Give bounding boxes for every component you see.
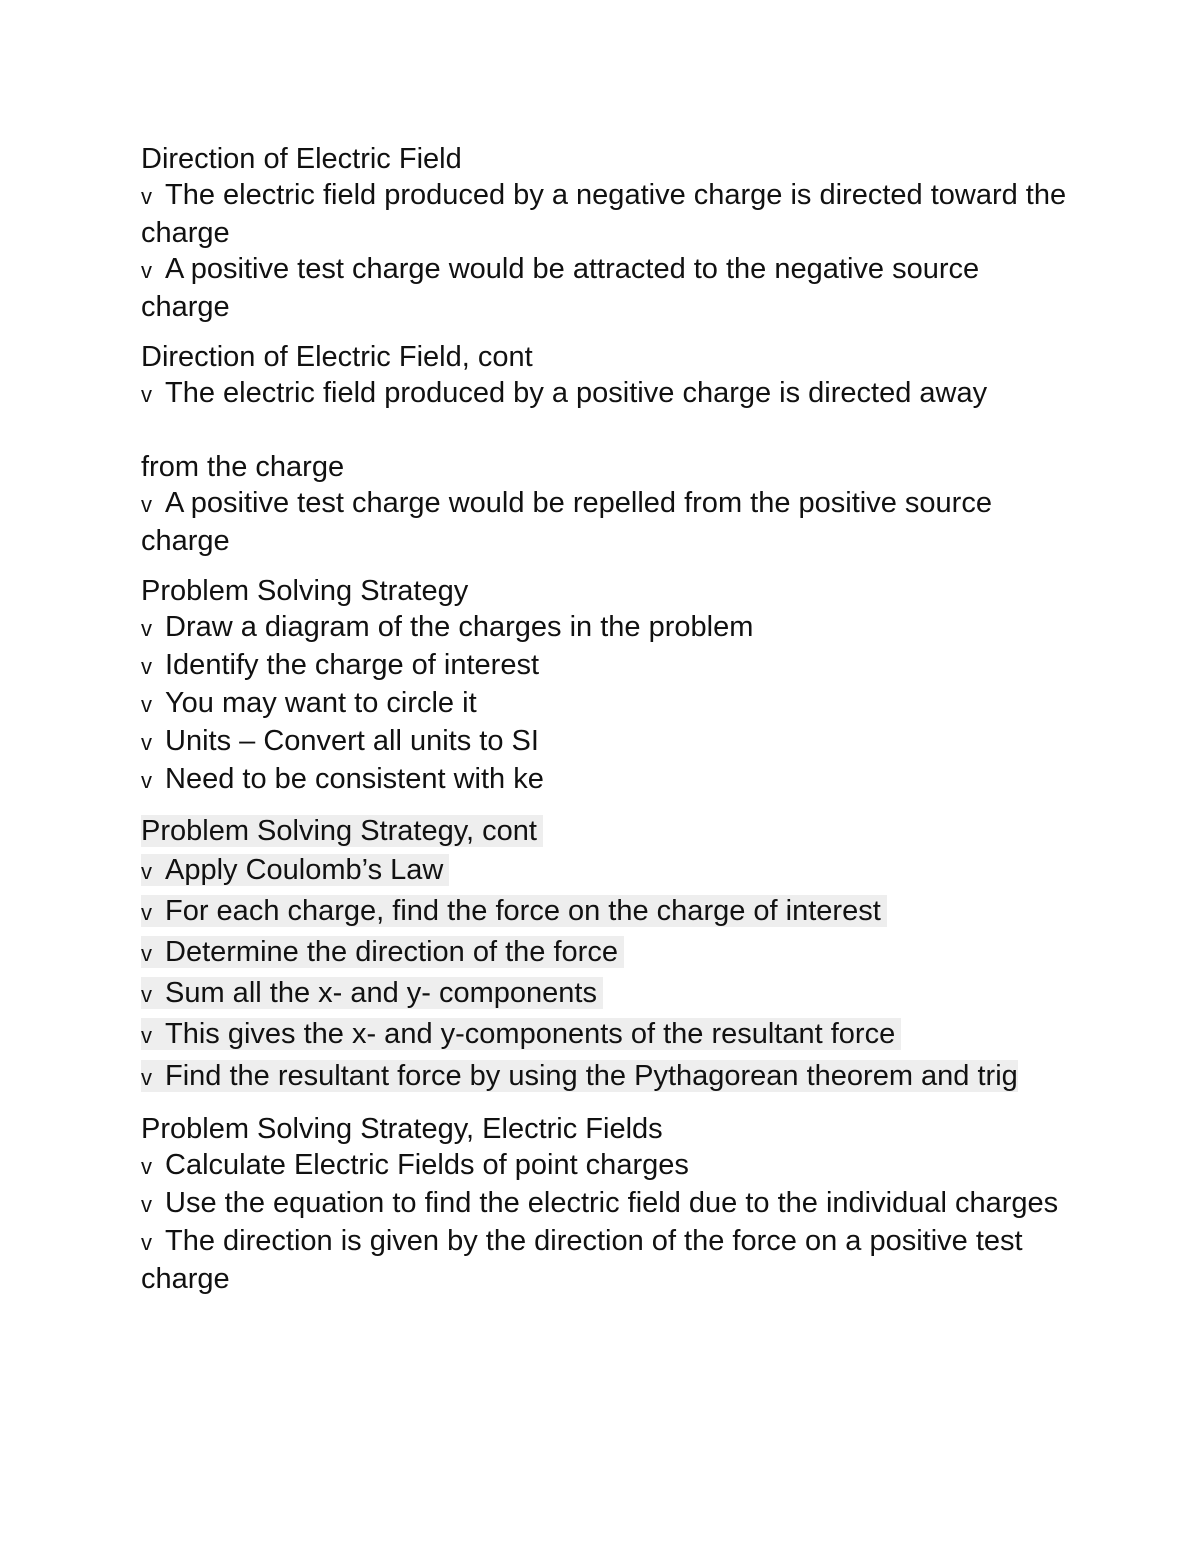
bullet-check-icon: v xyxy=(141,616,152,641)
bullet-text: Units – Convert all units to SI xyxy=(165,725,539,757)
bullet-text: A positive test charge would be repelled from the positive source charge xyxy=(141,487,992,557)
bullet-check-icon: v xyxy=(141,184,152,209)
bullet-item xyxy=(141,1223,1071,1297)
document-page xyxy=(141,141,1071,1311)
bullet-text: The electric field produced by a positive charge is directed away xyxy=(165,377,988,409)
bullet-check-icon: v xyxy=(141,1023,152,1048)
section-problem-solving-strategy xyxy=(141,573,1071,799)
bullet-text: Find the resultant force by using the Pythagorean theorem and trig xyxy=(165,1060,1018,1092)
section-problem-solving-strategy-cont xyxy=(141,813,1071,1097)
bullet-text: Apply Coulomb’s Law xyxy=(165,854,444,886)
bullet-item xyxy=(141,1016,1071,1054)
bullet-check-icon: v xyxy=(141,1154,152,1179)
bullet-check-icon: v xyxy=(141,730,152,755)
continuation-line: from the charge xyxy=(141,451,345,483)
bullet-check-icon: v xyxy=(141,1065,152,1090)
bullet-item xyxy=(141,177,1071,251)
bullet-text: Use the equation to find the electric field due to the individual charges xyxy=(165,1187,1059,1219)
bullet-text: The electric field produced by a negative charge is directed toward the charge xyxy=(141,179,1067,249)
bullet-item xyxy=(141,375,1071,413)
section-heading: Direction of Electric Field xyxy=(141,143,462,175)
section-direction-electric-field xyxy=(141,141,1071,325)
bullet-item xyxy=(141,852,1071,890)
bullet-item xyxy=(141,893,1071,931)
section-heading: Direction of Electric Field, cont xyxy=(141,341,533,373)
bullet-item xyxy=(141,685,1071,723)
section-heading: Problem Solving Strategy, cont xyxy=(141,815,543,847)
bullet-check-icon: v xyxy=(141,859,152,884)
bullet-item xyxy=(141,609,1071,647)
bullet-check-icon: v xyxy=(141,1192,152,1217)
bullet-text: Calculate Electric Fields of point charges xyxy=(165,1149,689,1181)
bullet-text: The direction is given by the direction of the force on a positive test charge xyxy=(141,1225,1023,1295)
section-heading-row xyxy=(141,813,1071,849)
bullet-text: You may want to circle it xyxy=(165,687,477,719)
bullet-check-icon: v xyxy=(141,692,152,717)
bullet-check-icon: v xyxy=(141,1230,152,1255)
bullet-text: Sum all the x- and y- components xyxy=(165,977,597,1009)
bullet-check-icon: v xyxy=(141,941,152,966)
bullet-item xyxy=(141,761,1071,799)
bullet-item xyxy=(141,723,1071,761)
bullet-item xyxy=(141,251,1071,325)
bullet-item xyxy=(141,1147,1071,1185)
bullet-item xyxy=(141,485,1071,559)
section-problem-solving-electric-fields xyxy=(141,1111,1071,1297)
bullet-check-icon: v xyxy=(141,900,152,925)
bullet-check-icon: v xyxy=(141,768,152,793)
bullet-item xyxy=(141,975,1071,1013)
bullet-item xyxy=(141,934,1071,972)
bullet-check-icon: v xyxy=(141,982,152,1007)
bullet-check-icon: v xyxy=(141,654,152,679)
bullet-text: A positive test charge would be attracted to the negative source charge xyxy=(141,253,980,323)
bullet-text: Need to be consistent with ke xyxy=(165,763,544,795)
bullet-text: Identify the charge of interest xyxy=(165,649,539,681)
bullet-text: This gives the x- and y-components of the resultant force xyxy=(165,1018,896,1050)
section-direction-electric-field-cont xyxy=(141,339,1071,559)
blank-line xyxy=(141,413,1071,449)
section-heading: Problem Solving Strategy xyxy=(141,575,469,607)
bullet-check-icon: v xyxy=(141,258,152,283)
section-heading: Problem Solving Strategy, Electric Fields xyxy=(141,1113,663,1145)
bullet-text: Determine the direction of the force xyxy=(165,936,618,968)
bullet-text: Draw a diagram of the charges in the problem xyxy=(165,611,754,643)
bullet-text: For each charge, find the force on the charge of interest xyxy=(165,895,881,927)
bullet-item xyxy=(141,647,1071,685)
bullet-item xyxy=(141,1185,1071,1223)
bullet-item xyxy=(141,1057,1071,1097)
bullet-check-icon: v xyxy=(141,492,152,517)
bullet-check-icon: v xyxy=(141,382,152,407)
